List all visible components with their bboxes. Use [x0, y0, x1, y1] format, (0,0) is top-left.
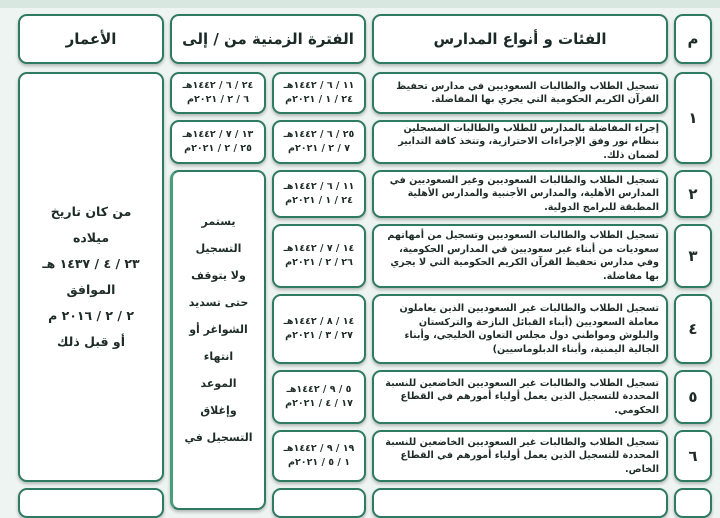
row-1-number — [674, 72, 712, 164]
header-ages — [18, 14, 164, 64]
row-1b-to-date — [170, 120, 266, 164]
row-1a-from-date — [272, 72, 366, 114]
row-5-number — [674, 370, 712, 424]
row-6-from-date — [272, 430, 366, 482]
row-4-number — [674, 294, 712, 364]
row-2-description — [372, 170, 668, 218]
header-index — [674, 14, 712, 64]
header-category-label: الفئات و أنواع المدارس — [433, 30, 607, 48]
description-text: تسجيل الطلاب والطالبات السعوديين في مدارس تحفيظ القرآن الكريم الحكومية التي يجري بها المفاضلة. — [396, 80, 659, 105]
header-ages-label: الأعمار — [65, 30, 117, 48]
age-gregorian-date: ٢ / ٢ / ٢٠١٦ م — [48, 308, 134, 323]
row-2-from-date — [272, 170, 366, 218]
row-7-partial-date — [272, 488, 366, 518]
row-4-description — [372, 294, 668, 364]
top-decoration — [0, 0, 720, 8]
age-line: من كان تاريخ — [50, 204, 132, 219]
duration-line: حتى تسديد — [188, 296, 249, 309]
description-text: تسجيل الطلاب والطالبات غير السعوديين الذين يعاملون معاملة السعوديين (أبناء القبائل النازحة والتركستان والبلوش ومواطني دول مجلس التعاون الخليجي، وأبناء الجالية اليمنية، وأبناء الدبلوماسيين) — [399, 303, 659, 355]
description-text: تسجيل الطلاب والطالبات السعوديين وغير السعوديين في المدارس الأهلية، والمدارس الأجنبية والمدارس الأهلية المطبقة للبرامج الدولية. — [389, 174, 659, 213]
duration-line: ولا يتوقف — [191, 269, 246, 282]
age-note-cell — [18, 72, 164, 482]
duration-line: التسجيل في — [184, 431, 253, 444]
duration-line: الشواغر أو — [189, 323, 248, 336]
row-6-description — [372, 430, 668, 482]
row-number: ٢ — [688, 185, 698, 203]
gregorian-date: ١٧ / ٤ / ٢٠٢١م — [285, 398, 353, 409]
row-1b-description — [372, 120, 668, 164]
duration-line: وإغلاق — [200, 404, 237, 417]
hijri-date: ١٤ / ٨ / ١٤٤٢هـ — [283, 316, 355, 327]
header-index-label: م — [687, 30, 699, 48]
row-7-partial-description — [372, 488, 668, 518]
age-line: الموافق — [66, 282, 116, 297]
header-category — [372, 14, 668, 64]
row-number: ٣ — [688, 247, 698, 265]
header-period-label: الفترة الزمنية من / إلى — [182, 30, 354, 48]
ages-partial-cell — [18, 488, 164, 518]
row-1a-description — [372, 72, 668, 114]
hijri-date: ٢٤ / ٦ / ١٤٤٢هـ — [182, 80, 254, 91]
gregorian-date: ٢٧ / ٣ / ٢٠٢١م — [285, 330, 353, 341]
row-2-number — [674, 170, 712, 218]
gregorian-date: ٦ / ٢ / ٢٠٢١م — [187, 94, 249, 105]
duration-note-cell — [170, 170, 266, 510]
row-3-description — [372, 224, 668, 288]
description-text: تسجيل الطلاب والطالبات غير السعوديين الخاضعين للنسبة المحددة للتسجيل الذين يعمل أولياء أمورهم في القطاع الخاص. — [385, 436, 659, 475]
header-period — [170, 14, 366, 64]
gregorian-date: ٢٤ / ١ / ٢٠٢١م — [285, 195, 353, 206]
row-number: ٥ — [688, 388, 698, 406]
row-5-from-date — [272, 370, 366, 424]
gregorian-date: ٢٦ / ٢ / ٢٠٢١م — [285, 257, 353, 268]
age-line: ميلاده — [72, 230, 110, 245]
row-6-number — [674, 430, 712, 482]
row-5-description — [372, 370, 668, 424]
gregorian-date: ٧ / ٢ / ٢٠٢١م — [288, 143, 350, 154]
duration-line: يستمر — [201, 215, 236, 228]
hijri-date: ١١ / ٦ / ١٤٤٢هـ — [283, 80, 355, 91]
row-3-from-date — [272, 224, 366, 288]
row-1a-to-date — [170, 72, 266, 114]
row-1b-from-date — [272, 120, 366, 164]
gregorian-date: ١ / ٥ / ٢٠٢١م — [288, 457, 350, 468]
gregorian-date: ٢٤ / ١ / ٢٠٢١م — [285, 94, 353, 105]
description-text: تسجيل الطلاب والطالبات غير السعوديين الخاضعين للنسبة المحددة للتسجيل الذين يعمل أولياء أمورهم في القطاع الحكومي. — [385, 377, 659, 416]
duration-line: التسجيل — [195, 242, 242, 255]
age-hijri-date: ٢٣ / ٤ / ١٤٣٧ هـ — [42, 256, 140, 271]
hijri-date: ٢٥ / ٦ / ١٤٤٢هـ — [283, 129, 355, 140]
description-text: إجراء المفاضلة بالمدارس للطلاب والطالبات المسجلين بنظام نور وفق الإجراءات الاحترازية، وتتخذ كافة التدابير لضمان ذلك. — [398, 122, 659, 161]
gregorian-date: ٢٥ / ٢ / ٢٠٢١م — [184, 143, 252, 154]
hijri-date: ١٩ / ٩ / ١٤٤٢هـ — [283, 443, 355, 454]
hijri-date: ١٣ / ٧ / ١٤٤٢هـ — [182, 129, 254, 140]
row-4-from-date — [272, 294, 366, 364]
row-number: ٦ — [688, 447, 698, 465]
description-text: تسجيل الطلاب والطالبات السعوديين وتسجيل من أمهاتهم سعوديات من أبناء غير سعوديين في المدارس الحكومية، وفي مدارس تحفيظ القرآن الكريم الحكومية التي لا يجري بها مفاضلة. — [387, 230, 659, 282]
row-number: ١ — [688, 109, 698, 127]
hijri-date: ٥ / ٩ / ١٤٤٢هـ — [286, 384, 352, 395]
duration-line: الموعد — [200, 377, 237, 390]
row-7-partial-number — [674, 488, 712, 518]
duration-line: انتهاء — [203, 350, 234, 363]
hijri-date: ١١ / ٦ / ١٤٤٢هـ — [283, 181, 355, 192]
row-number: ٤ — [688, 320, 698, 338]
row-3-number — [674, 224, 712, 288]
age-line: أو قبل ذلك — [57, 334, 125, 349]
hijri-date: ١٤ / ٧ / ١٤٤٢هـ — [283, 243, 355, 254]
